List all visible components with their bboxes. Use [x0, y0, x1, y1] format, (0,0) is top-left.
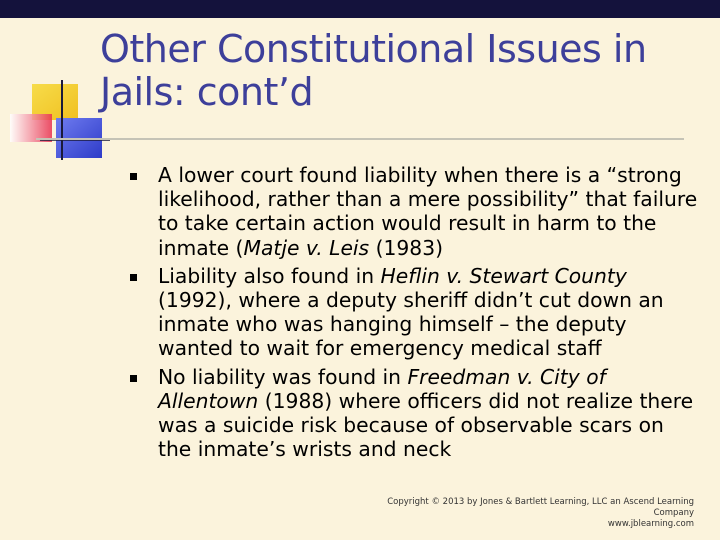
bullet-3-text-end: (1988) where officers did not realize there was a suicide risk because of observable scars on the inmate’s wrists and neck: [158, 388, 694, 462]
bullet-item-2: [130, 264, 700, 361]
bullet-1-text: A lower court found liability when there is a “strong likelihood, rather than a mere possibility” that failure to take certain action would result in harm to the inmate (: [158, 163, 698, 260]
decorative-squares: [0, 80, 110, 165]
bullet-marker: [130, 274, 137, 281]
case-name-freedman: Freedman v. City of Allentown: [158, 364, 606, 413]
top-bar: [0, 0, 720, 18]
copyright-footer: [386, 497, 694, 530]
slide-title: Other Constitutional Issues in Jails: cont’d: [100, 27, 647, 114]
copyright-line: Copyright © 2013 by Jones & Bartlett Learning, LLC an Ascend Learning Company: [387, 497, 694, 518]
bullet-marker: [130, 173, 137, 180]
bullet-item-3: [130, 365, 700, 462]
title-underline: [36, 138, 684, 140]
bullet-2-text-end: (1992), where a deputy sheriff didn’t cut down an inmate who was hanging himself – the deputy wanted to wait for emergency medical staff: [158, 288, 664, 361]
website-line: www.jblearning.com: [607, 519, 694, 529]
bullet-3-text: No liability was found in: [158, 364, 408, 389]
bullet-item-1: [130, 163, 700, 260]
case-name-matje: Matje v. Leis: [243, 235, 370, 260]
bullet-2-text: Liability also found in: [158, 263, 381, 288]
bullet-1-text-end: (1983): [369, 235, 444, 260]
case-name-heflin: Heflin v. Stewart County: [380, 263, 627, 288]
bullet-list: [130, 163, 700, 465]
bullet-marker: [130, 375, 137, 382]
